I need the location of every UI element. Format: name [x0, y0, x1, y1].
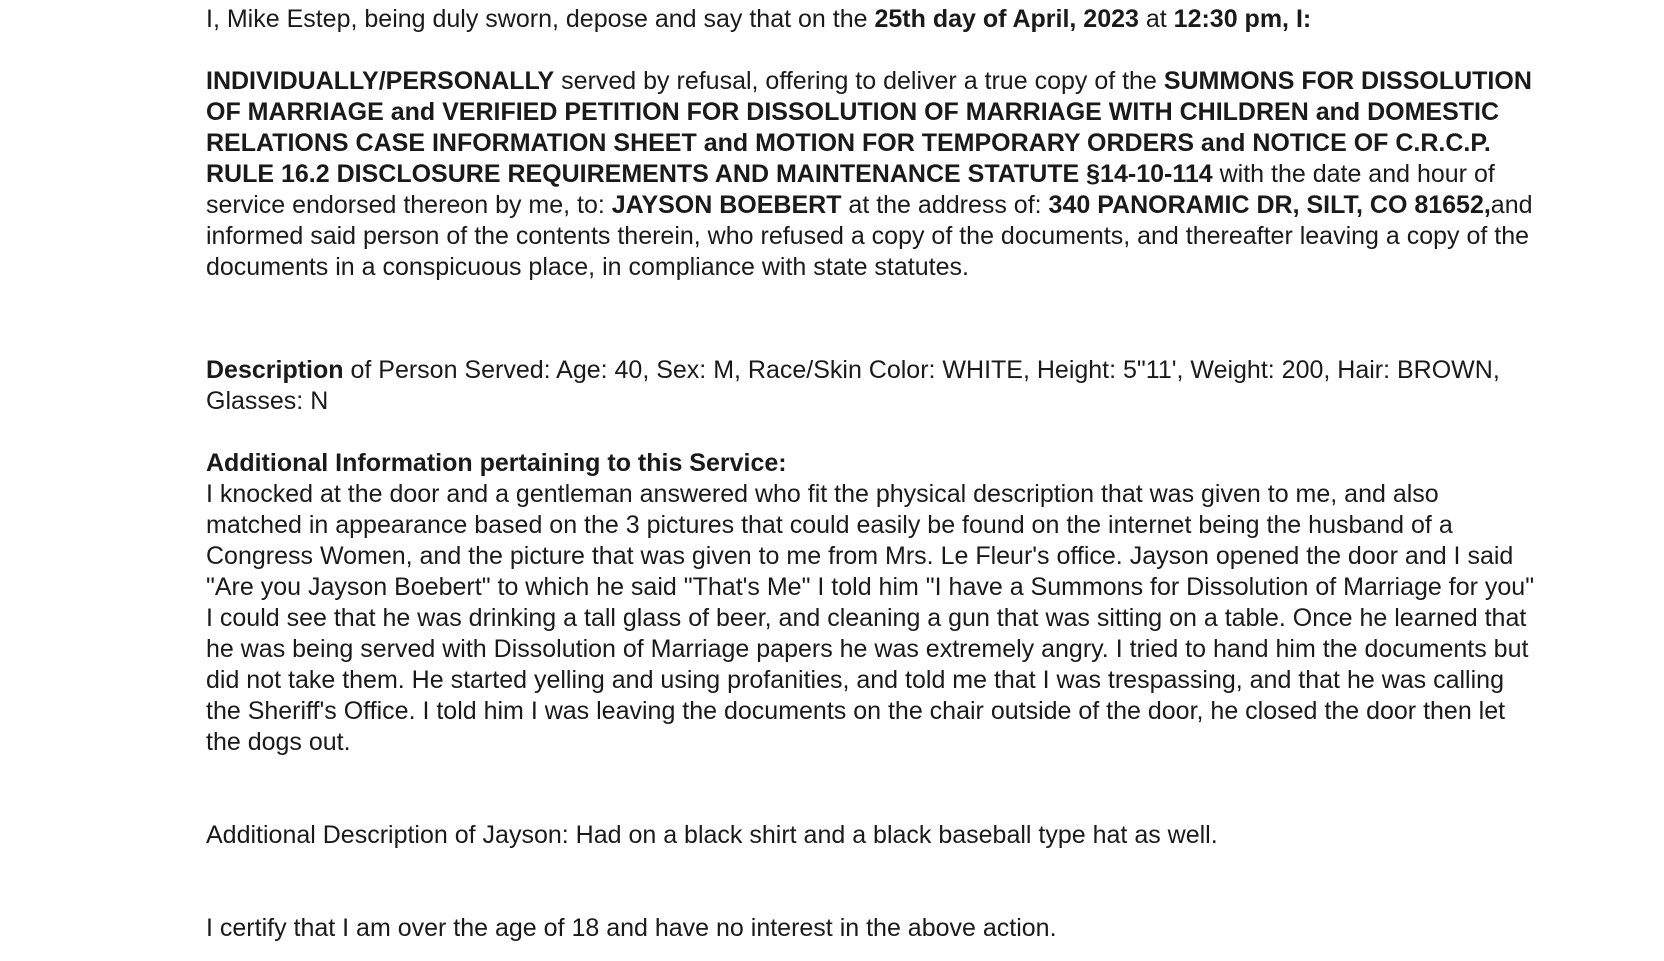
service-date: 25th day of April, 2023: [874, 5, 1139, 33]
intro-text: I, Mike Estep, being duly sworn, depose and say that on the: [206, 5, 875, 33]
service-paragraph: [206, 66, 1536, 283]
service-text-1: served by refusal, offering to deliver a true copy of the: [554, 67, 1164, 95]
service-text-4: and informed said person of the contents therein, who refused a copy of the documents, and thereafter leaving a copy of the documents in a conspicuous place, in compliance with state statutes.: [206, 191, 1533, 281]
service-address: 340 PANORAMIC DR, SILT, CO 81652,: [1048, 191, 1491, 219]
additional-info-text: I knocked at the door and a gentleman answered who fit the physical description that was given to me, and also matched in appearance based on the 3 pictures that could easily be found on the internet being the husband of a Congress Women, and the picture that was given to me from Mrs. Le Fleur's office. Jayson opened the door and I said "Are you Jayson Boebert" to which he said "That's Me" I told him "I have a Summons for Dissolution of Marriage for you" I could see that he was drinking a tall glass of beer, and cleaning a gun that was sitting on a table. Once he learned that he was being served with Dissolution of Marriage papers he was extremely angry. I tried to hand him the documents but did not take them. He started yelling and using profanities, and told me that I was trespassing, and that he was calling the Sheriff's Office. I told him I was leaving the documents on the chair outside of the door, he closed the door then let the dogs out.: [206, 480, 1535, 756]
description-label: Description: [206, 356, 344, 384]
certification-paragraph: I certify that I am over the age of 18 and have no interest in the above action.: [206, 914, 1057, 942]
service-method: INDIVIDUALLY/PERSONALLY: [206, 67, 555, 95]
service-time: 12:30 pm, I:: [1173, 5, 1312, 33]
additional-description-paragraph: Additional Description of Jayson: Had on a black shirt and a black baseball type hat as well.: [206, 821, 1218, 849]
description-paragraph: [206, 355, 1536, 417]
service-text-3: at the address of:: [841, 191, 1049, 219]
additional-info-paragraph: [206, 448, 1536, 758]
additional-info-heading: Additional Information pertaining to this Service:: [206, 449, 787, 477]
service-text-2: with the date and hour of service endorsed thereon by me, to:: [206, 160, 1495, 219]
served-person: JAYSON BOEBERT: [611, 191, 842, 219]
intro-paragraph: [206, 4, 1536, 35]
served-documents: SUMMONS FOR DISSOLUTION OF MARRIAGE and VERIFIED PETITION FOR DISSOLUTION OF MARRIAGE WITH CHILDREN and DOMESTIC RELATIONS CASE INFORMATION SHEET and MOTION FOR TEMPORARY ORDERS and NOTICE OF C.R.C.P. RULE 16.2 DISCLOSURE REQUIREMENTS AND MAINTENANCE STATUTE §14-10-114: [206, 67, 1532, 188]
description-text: of Person Served: Age: 40, Sex: M, Race/Skin Color: WHITE, Height: 5"11', Weight: 200, Hair: BROWN, Glasses: N: [206, 356, 1500, 415]
intro-at-text: at: [1138, 5, 1174, 33]
